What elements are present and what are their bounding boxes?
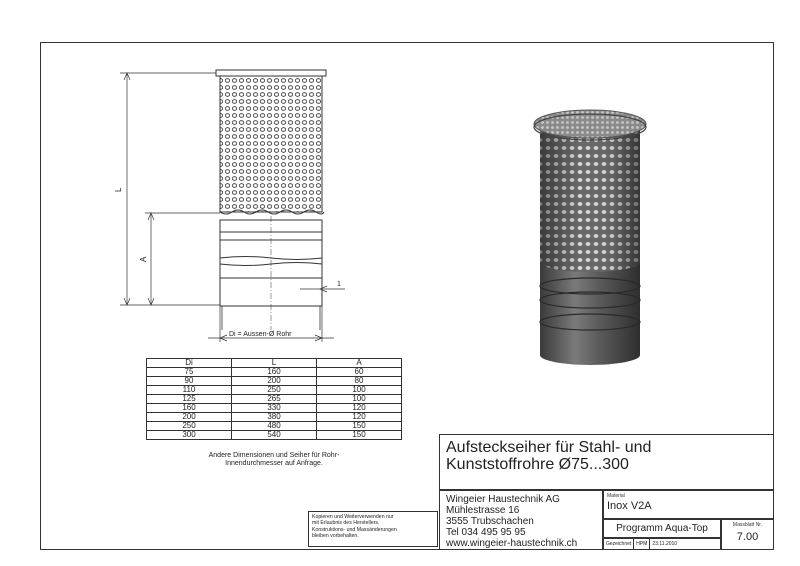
note-line-1: Andere Dimensionen und Seiher für Rohr-: [208, 452, 340, 459]
company-phone: Tel 034 495 95 95: [446, 527, 526, 538]
sheet-number: 7.00: [736, 531, 759, 543]
dim-label-L: L: [114, 187, 123, 192]
note-line-2: Innendurchmesser auf Anfrage.: [225, 460, 323, 467]
cell-l: 160: [232, 368, 317, 377]
cell-di: 300: [147, 431, 232, 440]
cell-di: 75: [147, 368, 232, 377]
col-header-a: A: [317, 359, 402, 368]
cell-l: 250: [232, 386, 317, 395]
program-name: Programm Aqua-Top: [603, 519, 721, 538]
cell-l: 330: [232, 404, 317, 413]
copyright-line-3: Konstruktions- und Massänderungen: [312, 526, 397, 533]
copyright-notice: [308, 511, 438, 547]
cell-di: 125: [147, 395, 232, 404]
sheet-number-field: [721, 519, 774, 550]
drawn-by-row: [603, 538, 721, 550]
drawing-title: [439, 434, 774, 490]
material-field: [603, 490, 774, 519]
table-row: [147, 431, 402, 440]
strainer-elevation: [216, 70, 326, 330]
cell-a: 120: [317, 404, 402, 413]
company-website: www.wingeier-haustechnik.ch: [446, 538, 578, 549]
cell-l: 380: [232, 413, 317, 422]
copyright-line-1: Kopieren und Weiterverwenden nur: [312, 514, 394, 520]
col-header-di: Di: [147, 359, 232, 368]
title-line-2: Kunststoffrohre Ø75...300: [446, 456, 629, 473]
cell-a: 100: [317, 395, 402, 404]
dimensions-note: [146, 452, 402, 468]
drawn-date: 23.11.2010: [652, 541, 678, 547]
sheet-label: Massblatt Nr.: [732, 522, 763, 528]
company-address: [439, 490, 603, 550]
cell-di: 90: [147, 377, 232, 386]
cell-di: 110: [147, 386, 232, 395]
dimension-table: [146, 358, 402, 440]
company-street: Mühlestrasse 16: [446, 505, 520, 516]
company-name: Wingeier Haustechnik AG: [446, 494, 560, 505]
col-header-l: L: [232, 359, 317, 368]
dim-label-thickness: 1: [337, 281, 341, 288]
cell-a: 150: [317, 422, 402, 431]
cell-a: 120: [317, 413, 402, 422]
cell-l: 540: [232, 431, 317, 440]
drawn-by: HPM: [634, 539, 650, 549]
cell-a: 150: [317, 431, 402, 440]
cell-di: 250: [147, 422, 232, 431]
cell-di: 160: [147, 404, 232, 413]
material-label: Material: [607, 493, 625, 499]
material-value: Inox V2A: [607, 500, 652, 512]
copyright-line-4: bleiben vorbehalten.: [312, 532, 359, 539]
cell-l: 200: [232, 377, 317, 386]
dim-label-A: A: [139, 256, 148, 262]
company-city: 3555 Trubschachen: [446, 516, 534, 527]
cell-l: 480: [232, 422, 317, 431]
cell-a: 100: [317, 386, 402, 395]
cell-l: 265: [232, 395, 317, 404]
strainer-3d-render: [534, 110, 646, 365]
drawn-label: Gezeichnet: [604, 539, 634, 549]
cell-a: 80: [317, 377, 402, 386]
cell-di: 200: [147, 413, 232, 422]
copyright-line-2: mit Erlaubnis des Herstellers.: [312, 520, 380, 527]
title-line-1: Aufsteckseiher für Stahl- und: [446, 439, 652, 456]
cell-a: 60: [317, 368, 402, 377]
dim-label-di: Di = Aussen-Ø Rohr: [229, 331, 292, 338]
